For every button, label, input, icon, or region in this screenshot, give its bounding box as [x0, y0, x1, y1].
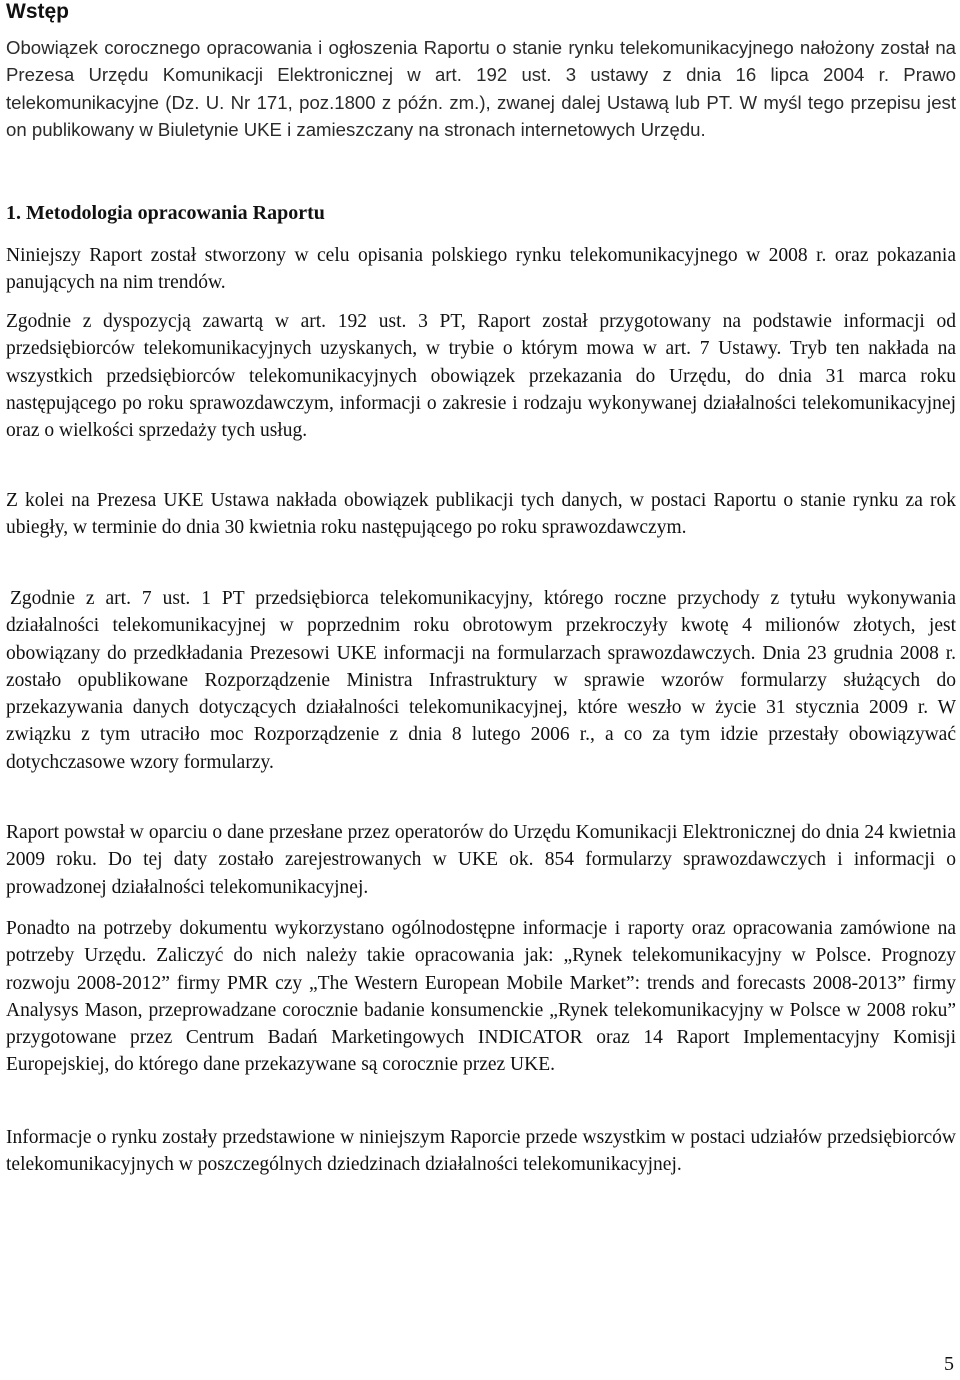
document-page [6, 0, 956, 1380]
page-number: 5 [944, 1353, 954, 1375]
section-1-heading: 1. Metodologia opracowania Raportu [6, 202, 325, 224]
intro-paragraph: Obowiązek corocznego opracowania i ogłoszenia Raportu o stanie rynku telekomunikacyjnego nałożony został na Prezesa Urzędu Komunikacji Elektronicznej w art. 192 ust. 3 ustawy z dnia 16 lipca 2004 r. Prawo telekomunikacyjne (Dz. U. Nr 171, poz.1800 z późn. zm.), zwanej dalej Ustawą lub PT. W myśl tego przepisu jest on publikowany w Biuletynie UKE i zamieszczany na stronach internetowych Urzędu. [6, 37, 956, 140]
paragraph-reporting-forms: Zgodnie z art. 7 ust. 1 PT przedsiębiorca telekomunikacyjny, którego roczne przychody z tytułu wykonywania działalności telekomunikacyjnej w poprzednim roku obrotowym przekroczyły kwotę 4 milionów złotych, jest obowiązany do przedkładania Prezesowi UKE informacji na formularzach sprawozdawczych. Dnia 23 grudnia 2008 r. zostało opublikowane Rozporządzenie Ministra Infrastruktury w sprawie wzorów formularzy służących do przekazywania danych dotyczących działalności telekomunikacyjnej, które weszło w życie 31 stycznia 2009 r. W związku z tym utraciło moc Rozporządzenie z dnia 8 lutego 2006 r., a co za tym idzie przestały obowiązywać dotychczasowe wzory formularzy. [6, 588, 956, 773]
paragraph-presentation: Informacje o rynku zostały przedstawione w niniejszym Raporcie przede wszystkim w postaci udziałów przedsiębiorców telekomunikacyjnych w poszczególnych dziedzinach działalności telekomunikacyjnej. [6, 1127, 956, 1176]
paragraph-data-source: Raport powstał w oparciu o dane przesłane przez operatorów do Urzędu Komunikacji Elektronicznej do dnia 24 kwietnia 2009 roku. Do tej daty zostało zarejestrowanych w UKE ok. 854 formularzy sprawozdawczych i informacji o prowadzonej działalności telekomunikacyjnej. [6, 822, 956, 898]
paragraph-legal-basis: Zgodnie z dyspozycją zawartą w art. 192 ust. 3 PT, Raport został przygotowany na podstawie informacji od przedsiębiorców telekomunikacyjnych uzyskanych, w trybie o którym mowa w art. 7 Ustawy. Tryb ten nakłada na wszystkich przedsiębiorców telekomunikacyjnych obowiązek przekazania do Urzędu, do dnia 31 marca roku następującego po roku sprawozdawczym, informacji o zakresie i rodzaju wykonywanej działalności telekomunikacyjnej oraz o wielkości sprzedaży tych usług. [6, 311, 956, 442]
paragraph-publication-duty: Z kolei na Prezesa UKE Ustawa nakłada obowiązek publikacji tych danych, w postaci Raportu o stanie rynku za rok ubiegły, w terminie do dnia 30 kwietnia roku następującego po roku sprawozdawczym. [6, 490, 956, 539]
heading-intro: Wstęp [6, 0, 69, 23]
paragraph-purpose: Niniejszy Raport został stworzony w celu opisania polskiego rynku telekomunikacyjnego w 2008 r. oraz pokazania panujących na nim trendów. [6, 245, 956, 294]
paragraph-additional-sources: Ponadto na potrzeby dokumentu wykorzystano ogólnodostępne informacje i raporty oraz opracowania zamówione na potrzeby Urzędu. Zaliczyć do nich należy takie opracowania jak: „Rynek telekomunikacyjny w Polsce. Prognozy rozwoju 2008-2012” firmy PMR czy „The Western European Mobile Market”: trends and forecasts 2008-2013” firmy Analysys Mason, przeprowadzane corocznie badanie konsumenckie „Rynek telekomunikacyjny w Polsce w 2008 roku” przygotowane przez Centrum Badań Marketingowych INDICATOR oraz 14 Raport Implementacyjny Komisji Europejskiej, do którego dane przekazywane są corocznie przez UKE. [6, 918, 956, 1076]
